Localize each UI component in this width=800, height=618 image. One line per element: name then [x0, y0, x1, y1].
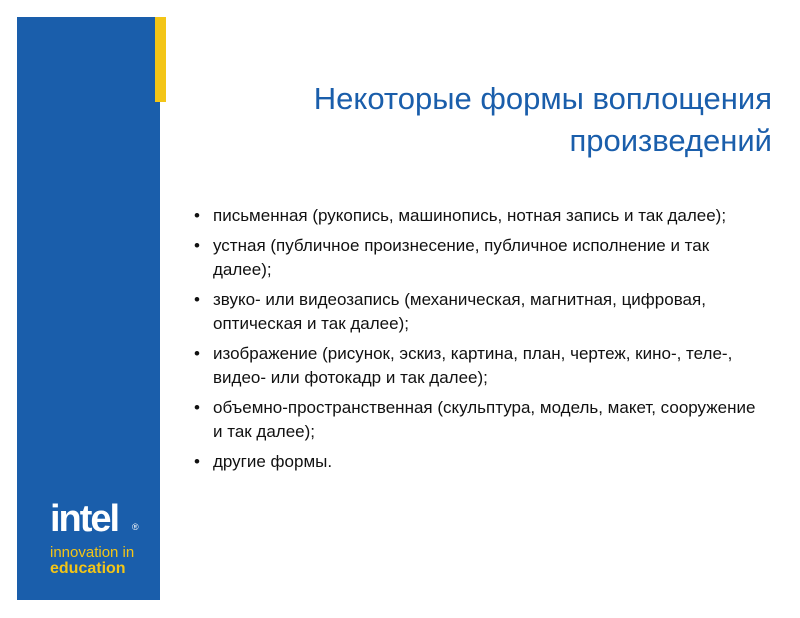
list-item-text: изображение (рисунок, эскиз, картина, план, чертеж, кино-, теле-, видео- или фотокадр и так далее);	[213, 344, 733, 387]
bullet-icon: •	[194, 206, 200, 225]
list-item-text: другие формы.	[213, 452, 333, 471]
slide-title-line1: Некоторые формы воплощения	[313, 81, 772, 116]
bullet-icon: •	[194, 344, 200, 363]
logo-wordmark	[50, 500, 155, 538]
bullet-icon: •	[194, 236, 200, 255]
bullet-icon: •	[194, 398, 200, 417]
logo-wordmark-text: intel	[50, 498, 119, 540]
bullet-icon: •	[194, 290, 200, 309]
list-item-text: объемно-пространственная (скульптура, модель, макет, сооружение и так далее);	[213, 398, 756, 441]
list-item-text: письменная (рукопись, машинопись, нотная запись и так далее);	[213, 206, 727, 225]
logo-tagline-line2: education	[50, 560, 126, 577]
bullet-list	[194, 204, 764, 480]
list-item	[194, 342, 764, 390]
intel-education-logo	[50, 500, 155, 577]
list-item-text: звуко- или видеозапись (механическая, магнитная, цифровая, оптическая и так далее);	[213, 290, 706, 333]
logo-tagline	[50, 545, 155, 577]
list-item	[194, 288, 764, 336]
logo-tagline-line1: innovation in	[50, 544, 135, 561]
accent-bar	[155, 17, 166, 102]
bullet-icon: •	[194, 452, 200, 471]
slide-title	[212, 78, 772, 162]
slide-title-line2: произведений	[569, 123, 772, 158]
list-item	[194, 450, 764, 474]
logo-registered-mark: ®	[132, 522, 139, 532]
list-item	[194, 396, 764, 444]
list-item	[194, 204, 764, 228]
list-item-text: устная (публичное произнесение, публичное исполнение и так далее);	[213, 236, 710, 279]
list-item	[194, 234, 764, 282]
